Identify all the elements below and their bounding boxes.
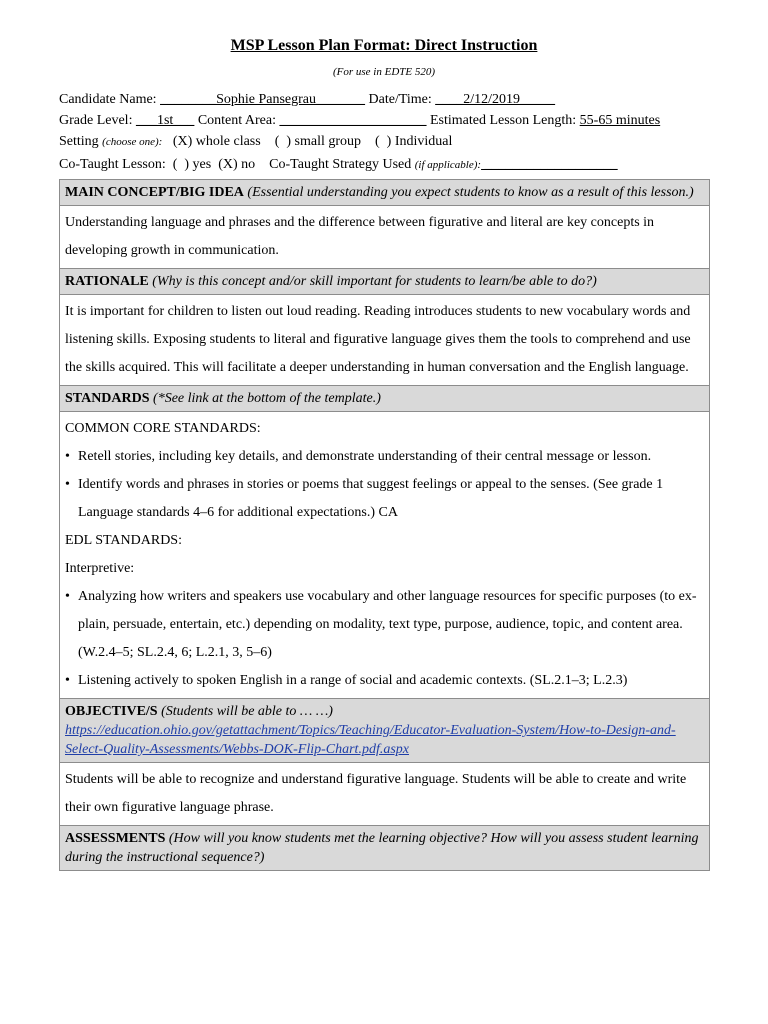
candidate-line: [59, 91, 555, 109]
candidate-name-value: ________Sophie Pansegrau_______: [160, 92, 366, 107]
content-area-label: Content Area:: [194, 113, 280, 128]
cotaught-value: ___________________: [481, 157, 618, 172]
content-area-value: _____________________: [279, 113, 427, 128]
candidate-label: Candidate Name:: [59, 92, 161, 107]
standards-heading: STANDARDS (*See link at the bottom of the template.): [60, 386, 710, 412]
common-core-item: • Retell stories, including key details, and demonstrate understanding of their central message or lesson.: [65, 443, 704, 471]
assessments-heading: ASSESSMENTS (How will you know students met the learning objective? How will you assess student learning during the instructional sequence?): [60, 826, 710, 871]
cotaught-hint: (if applicable):: [414, 159, 482, 171]
main-concept-body: Understanding language and phrases and the difference between figurative and literal are key concepts in developing growth in communication.: [60, 206, 710, 269]
edl-item: • Listening actively to spoken English in a range of social and academic contexts. (SL.2.1–3; L.2.3): [65, 667, 704, 695]
common-core-item: • Identify words and phrases in stories or poems that suggest feelings or appeal to the senses. (See grade 1 Language standards 4–6 for additional expectations.) CA: [65, 471, 704, 527]
cotaught-line: [59, 156, 618, 174]
lesson-length-label: Estimated Lesson Length:: [426, 113, 580, 128]
rationale-body: It is important for children to listen out loud reading. Reading introduces students to new vocabulary words and listening skills. Exposing students to literal and figurative language gives them the tools to comprehend and use the skills acquired. This will facilitate a deeper understanding in human conversation and the English language.: [60, 295, 710, 386]
grade-value: ___1st___: [135, 113, 195, 128]
edl-label: EDL STANDARDS:: [65, 533, 182, 548]
setting-options: (X) whole class ( ) small group ( ) Individual: [162, 134, 453, 149]
datetime-label: Date/Time:: [365, 92, 436, 107]
setting-hint: (choose one):: [102, 136, 163, 148]
common-core-label: COMMON CORE STANDARDS:: [65, 421, 261, 436]
interpretive-label: Interpretive:: [65, 561, 135, 576]
objectives-body: Students will be able to recognize and understand figurative language. Students will be able to create and write their own figurative language phrase.: [60, 763, 710, 826]
setting-line: [59, 133, 452, 151]
edl-item: • Analyzing how writers and speakers use vocabulary and other language resources for specific purposes (to ex- plain, persuade, entertain, etc.) depending on modality, text type, purpose, audience, topic, and content area. (W.2.4–5; SL.2.4, 6; L.2.1, 3, 5–6): [65, 583, 704, 667]
setting-label: Setting: [59, 134, 103, 149]
lesson-length-value: 55-65 minutes: [579, 113, 661, 128]
standards-body: [60, 412, 710, 699]
objectives-heading: OBJECTIVE/S (Students will be able to … …) https://education.ohio.gov/getattachment/Topics/Teaching/Educator-Evaluation-System/How-to-Design-and-Select-Quality-Assessments/Webbs-DOK-Flip-Chart.pdf.aspx: [60, 699, 710, 763]
cotaught-label: Co-Taught Lesson: ( ) yes (X) no Co-Taught Strategy Used: [59, 157, 415, 172]
grade-line: [59, 112, 660, 130]
lesson-plan-table: [59, 179, 710, 871]
grade-label: Grade Level:: [59, 113, 136, 128]
main-concept-heading: MAIN CONCEPT/BIG IDEA (Essential understanding you expect students to know as a result of this lesson.): [60, 180, 710, 206]
page-title: MSP Lesson Plan Format: Direct Instruction: [230, 37, 538, 54]
page-subtitle: (For use in EDTE 520): [332, 66, 436, 78]
rationale-heading: RATIONALE (Why is this concept and/or skill important for students to learn/be able to do?): [60, 269, 710, 295]
dok-flip-chart-link[interactable]: https://education.ohio.gov/getattachment/Topics/Teaching/Educator-Evaluation-System/How-to-Design-and-Select-Quality-Assessments/Webbs-DOK-Flip-Chart.pdf.aspx: [65, 723, 676, 757]
datetime-value: ____2/12/2019_____: [435, 92, 556, 107]
